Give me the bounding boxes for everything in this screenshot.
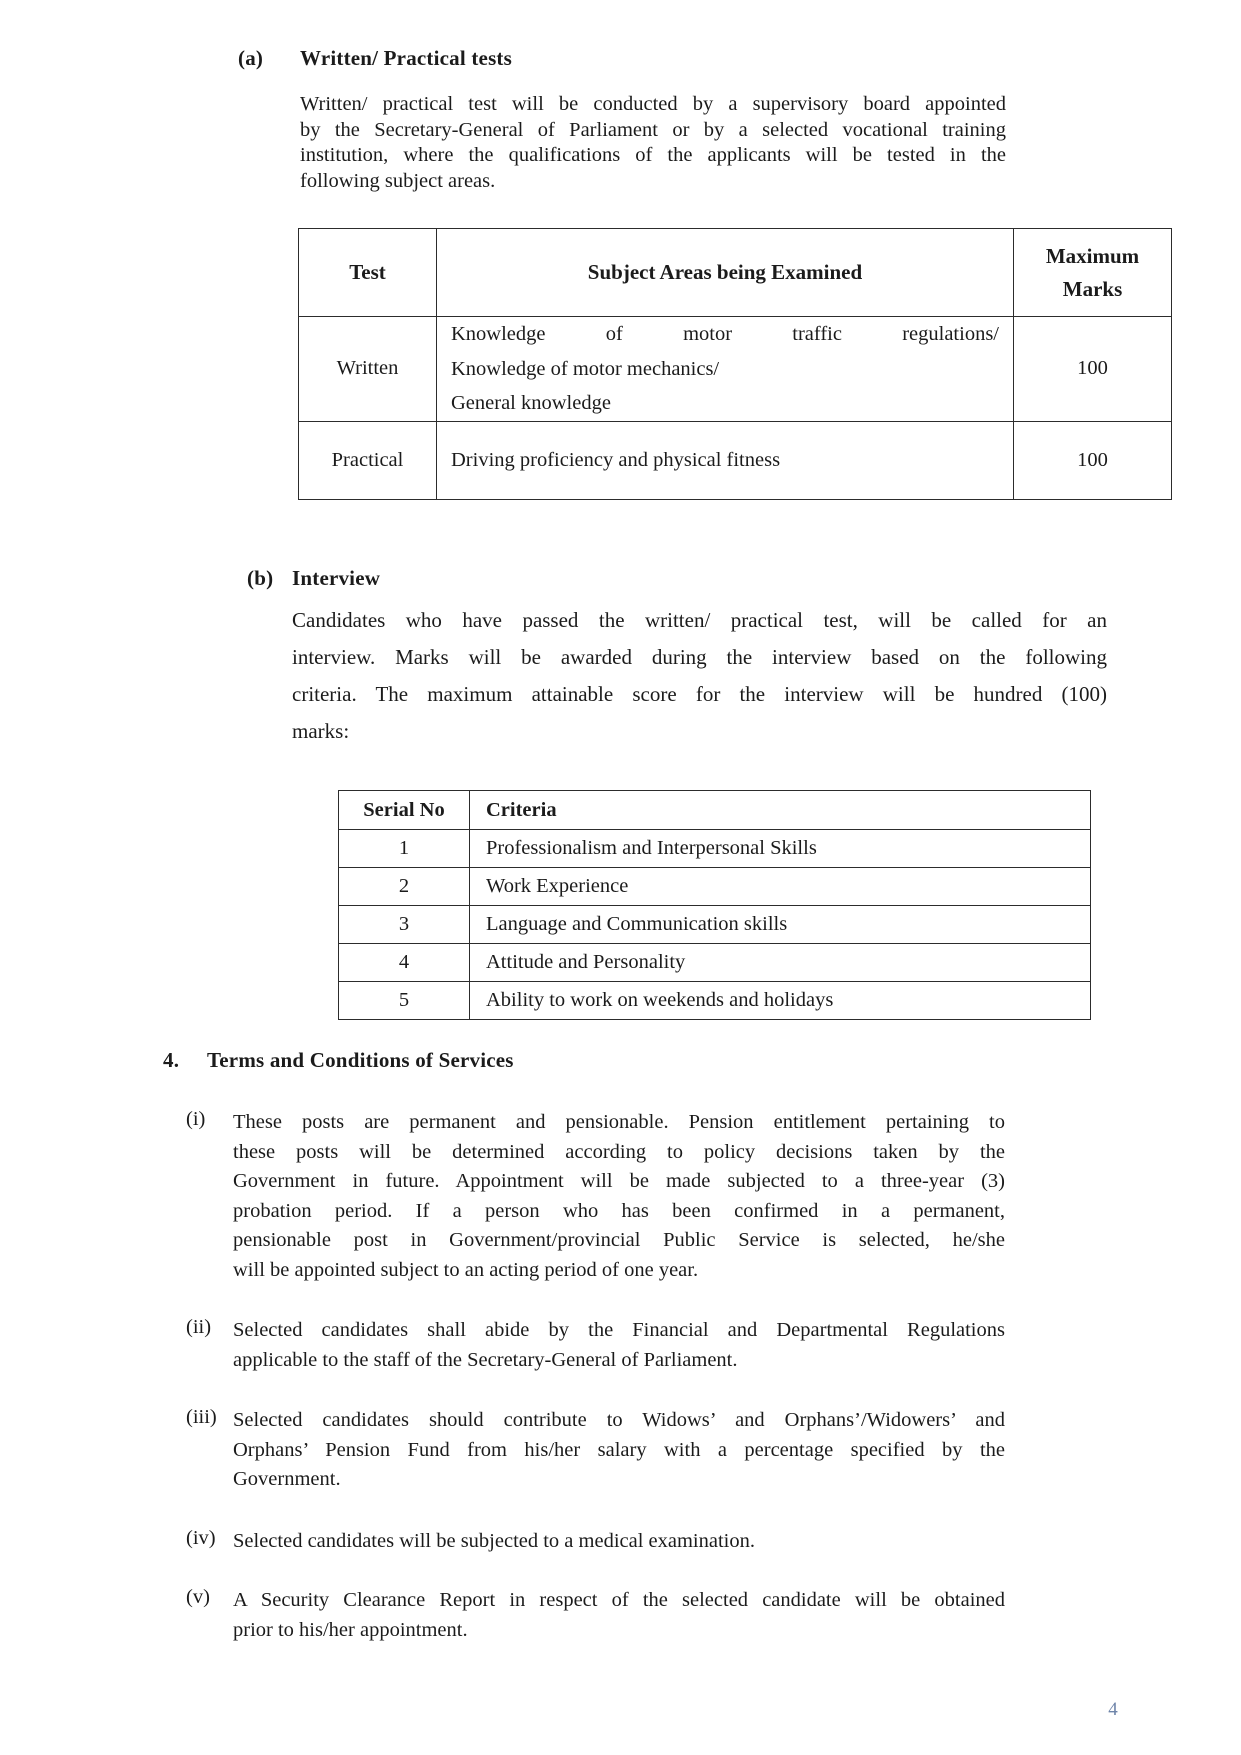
criteria-serial-cell: 4: [339, 944, 470, 982]
criteria-table-row: [339, 944, 1091, 982]
criteria-serial-cell: 1: [339, 830, 470, 868]
item-i-label: (i): [186, 1108, 206, 1130]
criteria-table-header-serial: Serial No: [339, 791, 470, 830]
tests-table-cell-marks: 100: [1014, 317, 1172, 422]
tests-table-cell-subject: Driving proficiency and physical fitness: [437, 421, 1014, 499]
section-b-paragraph: Candidates who have passed the written/ practical test, will be called for an interview. Marks will be awarded during the interview based on the following criteria. The maximum attainable score for the interview will be hundred (100) marks:: [292, 608, 1107, 743]
tests-table-row-written: [299, 317, 1172, 422]
criteria-table-row: [339, 906, 1091, 944]
tests-table-cell-test: Written: [299, 317, 437, 422]
item-v-text: A Security Clearance Report in respect of the selected candidate will be obtained prior to his/her appointment.: [233, 1589, 1005, 1641]
section-a-paragraph: Written/ practical test will be conducted by a supervisory board appointed by the Secretary-General of Parliament or by a selected vocational training institution, where the qualifications of the applicants will be tested in the following subject areas.: [300, 93, 1006, 193]
item-iv-text: Selected candidates will be subjected to a medical examination.: [233, 1530, 755, 1552]
section-4-heading: Terms and Conditions of Services: [207, 1048, 514, 1072]
tests-table-cell-subject: Knowledge of motor traffic regulations/ Knowledge of motor mechanics/ General knowledge: [437, 317, 1014, 422]
criteria-serial-cell: 3: [339, 906, 470, 944]
criteria-text-cell: Work Experience: [470, 868, 1091, 906]
criteria-text-cell: Ability to work on weekends and holidays: [470, 982, 1091, 1020]
tests-table-header-test: Test: [299, 229, 437, 317]
criteria-table-row: [339, 982, 1091, 1020]
criteria-table-row: [339, 868, 1091, 906]
section-a-label: (a): [238, 46, 264, 70]
item-ii-label: (ii): [186, 1316, 212, 1338]
criteria-text-cell: Attitude and Personality: [470, 944, 1091, 982]
criteria-table-row: [339, 830, 1091, 868]
section-b-heading: Interview: [292, 566, 381, 590]
criteria-table-header-row: [339, 791, 1091, 830]
tests-table: [298, 228, 1172, 500]
section-4-number: 4.: [163, 1048, 180, 1072]
tests-table-cell-marks: 100: [1014, 421, 1172, 499]
tests-table-header-marks: Maximum Marks: [1014, 229, 1172, 317]
item-iii-label: (iii): [186, 1406, 217, 1428]
criteria-table: [338, 790, 1091, 1020]
item-v-label: (v): [186, 1586, 210, 1608]
criteria-text-cell: Language and Communication skills: [470, 906, 1091, 944]
tests-table-header-row: [299, 229, 1172, 317]
item-ii-text: Selected candidates shall abide by the Financial and Departmental Regulations applicable to the staff of the Secretary-General of Parliament.: [233, 1319, 1005, 1371]
tests-table-row-practical: [299, 421, 1172, 499]
item-i-text: These posts are permanent and pensionable. Pension entitlement pertaining to these posts will be determined according to policy decisions taken by the Government in future. Appointment will be made subjected to a three-year (3) probation period. If a person who has been confirmed in a permanent, pensionable post in Government/provincial Public Service is selected, he/she will be appointed subject to an acting period of one year.: [233, 1111, 1005, 1281]
item-iv-label: (iv): [186, 1527, 216, 1549]
tests-table-header-subject: Subject Areas being Examined: [437, 229, 1014, 317]
item-iii-text: Selected candidates should contribute to Widows’ and Orphans’/Widowers’ and Orphans’ Pension Fund from his/her salary with a percentage specified by the Government.: [233, 1409, 1005, 1490]
page-number: 4: [1108, 1699, 1118, 1720]
criteria-serial-cell: 2: [339, 868, 470, 906]
criteria-text-cell: Professionalism and Interpersonal Skills: [470, 830, 1091, 868]
criteria-table-header-criteria: Criteria: [470, 791, 1091, 830]
criteria-serial-cell: 5: [339, 982, 470, 1020]
section-b-label: (b): [247, 566, 274, 590]
tests-table-cell-test: Practical: [299, 421, 437, 499]
section-a-heading: Written/ Practical tests: [300, 46, 513, 70]
